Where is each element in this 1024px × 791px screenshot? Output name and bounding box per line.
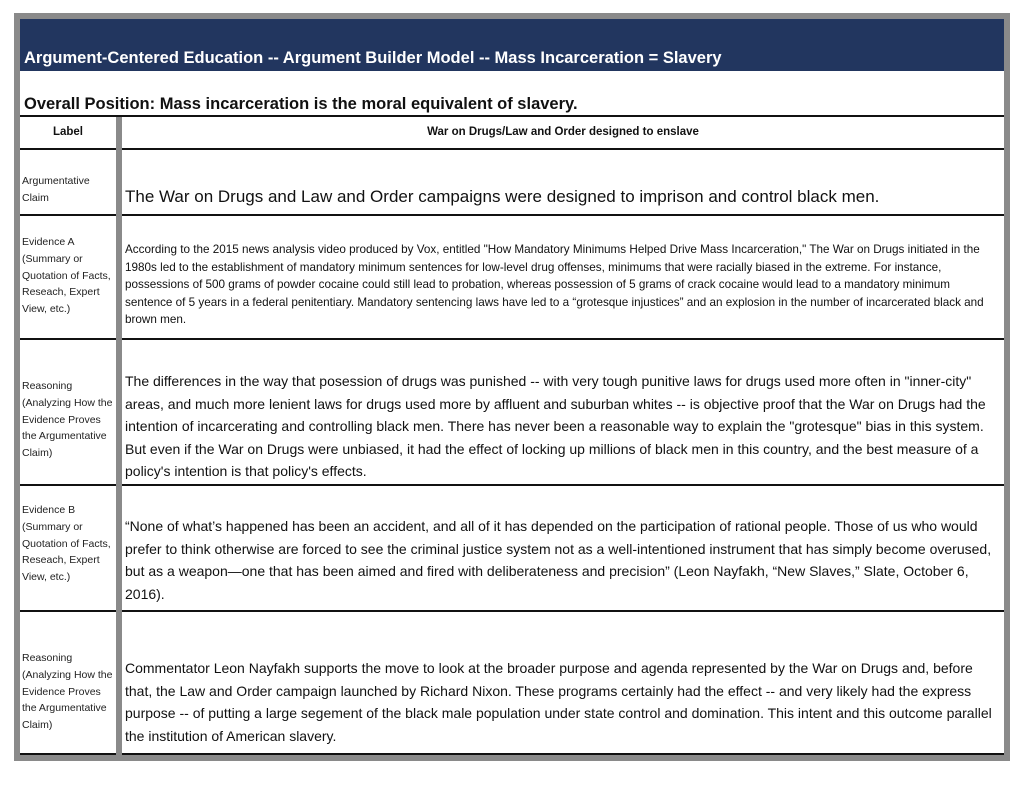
row-label: Reasoning (Analyzing How the Evidence Proves the Argumentative Claim) bbox=[22, 652, 113, 732]
document-title: Argument-Centered Education -- Argument Builder Model -- Mass Incarceration = Slavery bbox=[24, 49, 722, 67]
row-content: According to the 2015 news analysis video produced by Vox, entitled "How Mandatory Minimums Helped Drive Mass Incarceration," The War on Drugs initiated in the 1980s led to the establishment of mandatory minimum sentences for low-level drug offenses, minimums that were racially biased in the extreme. For instance, possessions of 500 grams of powder cocaine could still lead to probation, whereas possession of 5 grams of crack cocaine would lead to a mandatory minimum sentence of 5 years in a federal penitentiary. Mandatory sentencing laws have led to a “grotesque injustices” and an explosion in the number of incarcerated black and brown men. bbox=[125, 243, 984, 327]
table-row-claim bbox=[20, 150, 1004, 216]
column-divider bbox=[116, 117, 122, 755]
table-row-evidence-b bbox=[20, 486, 1004, 612]
row-label: Argumentative Claim bbox=[22, 175, 90, 204]
row-content: “None of what’s happened has been an accident, and all of it has depended on the participation of rational people. Those of us who would prefer to think otherwise are forced to see the criminal justice system not as a well-intentioned instrument that has simply become overused, but as a weapon—one that has been aimed and fired with deliberateness and precision” (Leon Nayfakh, “New Slaves,” Slate, October 6, 2016). bbox=[125, 518, 992, 602]
table-row-reasoning-2 bbox=[20, 612, 1004, 755]
row-label: Evidence B (Summary or Quotation of Facts, Reseach, Expert View, etc.) bbox=[22, 504, 111, 584]
table-row-evidence-a bbox=[20, 216, 1004, 340]
table-header-row bbox=[20, 117, 1004, 150]
header-content: War on Drugs/Law and Order designed to enslave bbox=[427, 126, 699, 138]
table-row-reasoning-1 bbox=[20, 340, 1004, 486]
row-label: Reasoning (Analyzing How the Evidence Proves the Argumentative Claim) bbox=[22, 380, 113, 460]
row-content: The War on Drugs and Law and Order campaigns were designed to imprison and control black men. bbox=[125, 187, 880, 206]
overall-position: Overall Position: Mass incarceration is the moral equivalent of slavery. bbox=[24, 95, 578, 113]
document-page bbox=[20, 19, 1004, 755]
header-label: Label bbox=[52, 126, 84, 138]
row-label: Evidence A (Summary or Quotation of Facts, Reseach, Expert View, etc.) bbox=[22, 236, 111, 316]
document-frame bbox=[14, 13, 1010, 761]
row-content: Commentator Leon Nayfakh supports the move to look at the broader purpose and agenda represented by the War on Drugs and, before that, the Law and Order campaign launched by Richard Nixon. These programs certainly had the effect -- and very likely had the express purpose -- of putting a large segement of the black male population under state control and domination. This intent and this outcome parallel the institution of American slavery. bbox=[125, 660, 992, 744]
title-bar bbox=[20, 19, 1004, 71]
row-content: The differences in the way that posession of drugs was punished -- with very tough punitive laws for drugs used more often in "inner-city" areas, and much more lenient laws for drugs used more by affluent and suburban whites -- is objective proof that the War on Drugs had the intention of incarcerating and controlling black men. There has never been a reasonable way to explain the "grotesque" bias in this system. But even if the War on Drugs were unbiased, it had the effect of locking up millions of black men in this country, and the best measure of a policy's intention is that policy's effects. bbox=[125, 373, 986, 480]
